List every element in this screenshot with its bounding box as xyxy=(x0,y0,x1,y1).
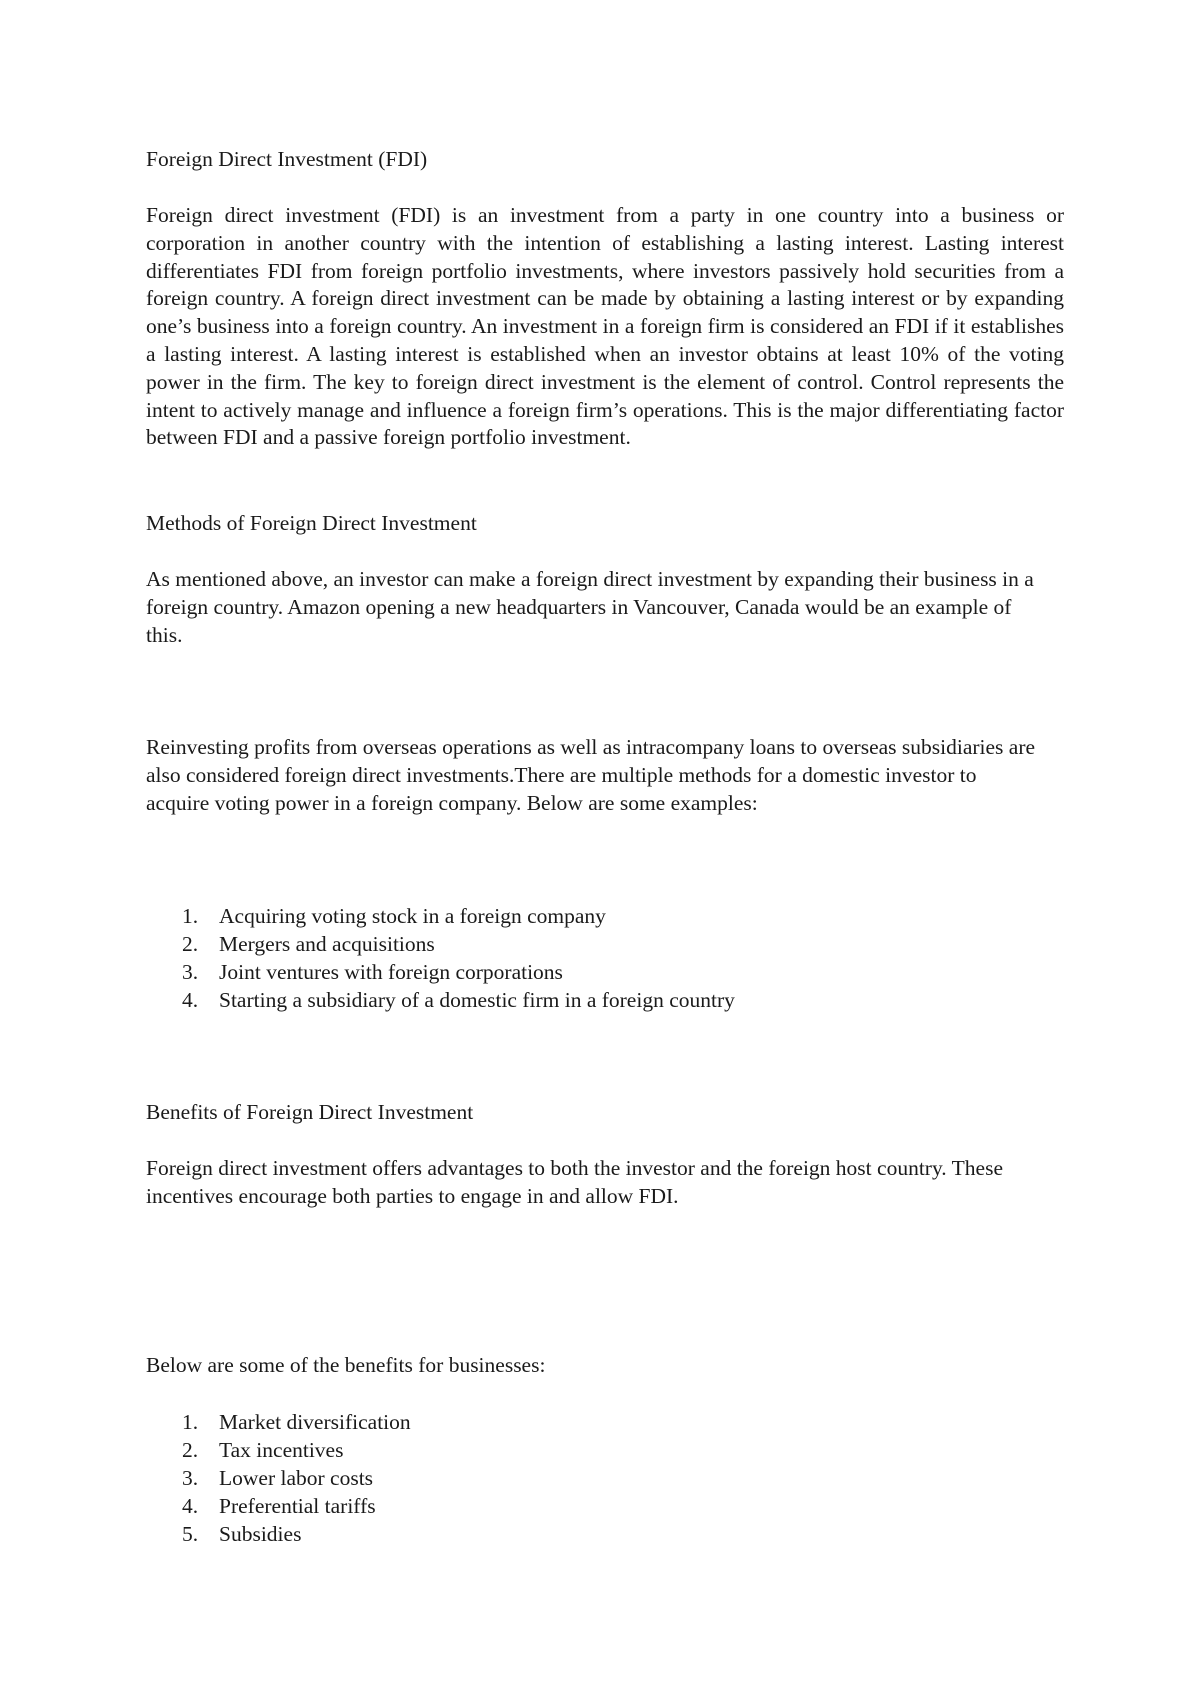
methods-paragraph-1: As mentioned above, an investor can make a foreign direct investment by expanding their business in a foreign country. Amazon opening a new headquarters in Vancouver, Canada would be an example of this. xyxy=(146,567,1034,647)
list-item xyxy=(146,958,735,986)
list-item-number: 3. xyxy=(182,960,199,984)
list-item xyxy=(146,986,735,1014)
document-title: Foreign Direct Investment (FDI) xyxy=(146,147,428,171)
list-item-number: 5. xyxy=(182,1522,199,1546)
methods-heading: Methods of Foreign Direct Investment xyxy=(146,511,477,535)
list-item-number: 3. xyxy=(182,1466,199,1490)
list-item xyxy=(146,1492,411,1520)
list-item-text: Mergers and acquisitions xyxy=(219,932,435,956)
list-item-text: Lower labor costs xyxy=(219,1466,374,1490)
benefits-list xyxy=(146,1408,411,1548)
list-item-text: Acquiring voting stock in a foreign company xyxy=(219,904,606,928)
list-item-number: 1. xyxy=(182,1410,199,1434)
list-item-number: 2. xyxy=(182,1438,199,1462)
list-item xyxy=(146,902,735,930)
list-item-text: Market diversification xyxy=(219,1410,411,1434)
list-item-text: Tax incentives xyxy=(219,1438,344,1462)
list-item xyxy=(146,930,735,958)
list-item-number: 1. xyxy=(182,904,199,928)
list-item-text: Subsidies xyxy=(219,1522,302,1546)
methods-paragraph-2: Reinvesting profits from overseas operations as well as intracompany loans to overseas subsidiaries are also considered foreign direct investments.There are multiple methods for a domestic investor to acquire voting power in a foreign company. Below are some examples: xyxy=(146,735,1036,815)
list-item-text: Joint ventures with foreign corporations xyxy=(219,960,563,984)
list-item-text: Starting a subsidiary of a domestic firm in a foreign country xyxy=(219,988,735,1012)
list-item-text: Preferential tariffs xyxy=(219,1494,376,1518)
list-item xyxy=(146,1520,411,1548)
benefits-heading: Benefits of Foreign Direct Investment xyxy=(146,1100,474,1124)
list-item-number: 2. xyxy=(182,932,199,956)
list-item xyxy=(146,1436,411,1464)
benefits-paragraph-2: Below are some of the benefits for businesses: xyxy=(146,1353,546,1377)
list-item-number: 4. xyxy=(182,1494,199,1518)
intro-paragraph: Foreign direct investment (FDI) is an investment from a party in one country into a business or corporation in another country with the intention of establishing a lasting interest. Lasting interest differentiates FDI from foreign portfolio investments, where investors passively hold securities from a foreign country. A foreign direct investment can be made by obtaining a lasting interest or by expanding one’s business into a foreign country. An investment in a foreign firm is considered an FDI if it establishes a lasting interest. A lasting interest is established when an investor obtains at least 10% of the voting power in the firm. The key to foreign direct investment is the element of control. Control represents the intent to actively manage and influence a foreign firm’s operations. This is the major differentiating factor between FDI and a passive foreign portfolio investment. xyxy=(146,203,1064,450)
list-item xyxy=(146,1408,411,1436)
benefits-paragraph-1: Foreign direct investment offers advantages to both the investor and the foreign host country. These incentives encourage both parties to engage in and allow FDI. xyxy=(146,1156,1003,1208)
methods-list xyxy=(146,902,735,1014)
list-item-number: 4. xyxy=(182,988,199,1012)
list-item xyxy=(146,1464,411,1492)
